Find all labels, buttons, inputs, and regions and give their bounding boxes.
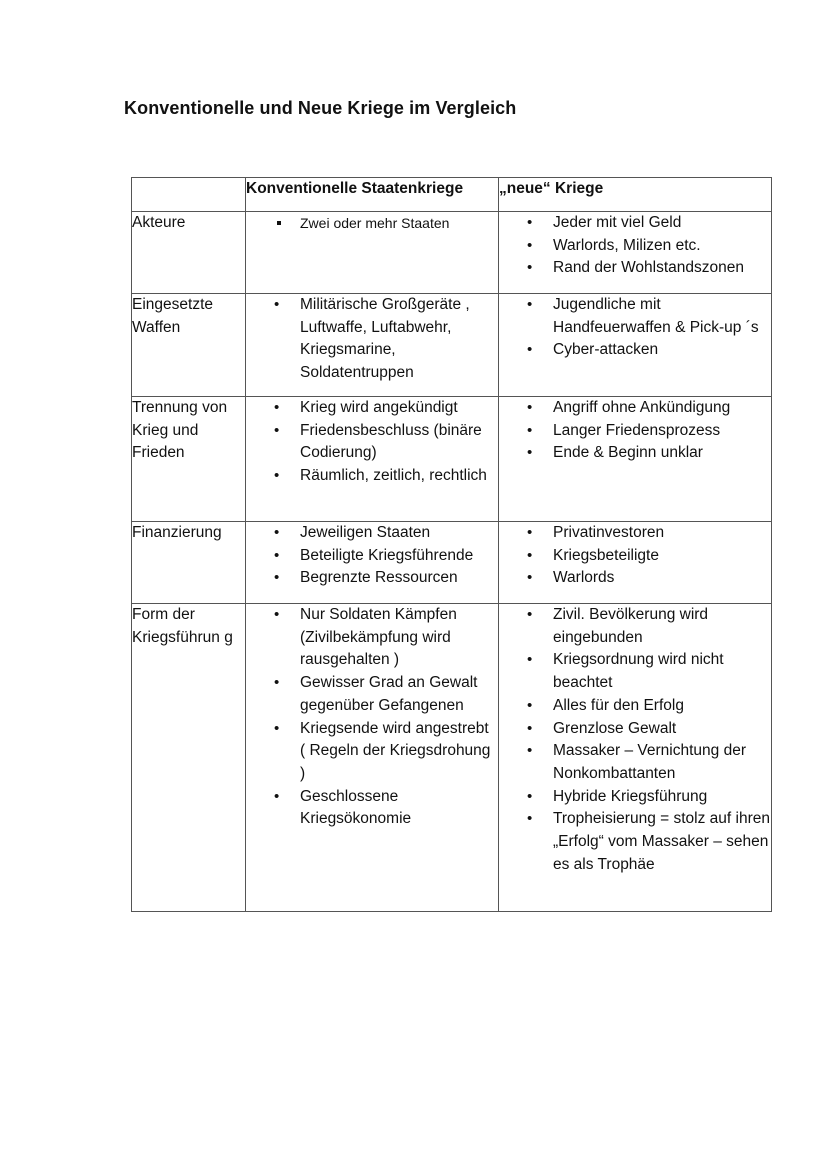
list-item: • Nur Soldaten Kämpfen (Zivilbekämpfung wird rausgehalten )	[246, 604, 498, 672]
row-label: Eingesetzte Waffen	[132, 294, 246, 397]
conventional-cell	[246, 397, 499, 522]
list-item: • Jugendliche mit Handfeuerwaffen & Pick-up ´s	[499, 294, 771, 339]
header-new-wars: „neue“ Kriege	[499, 178, 772, 212]
list-item: • Kriegsordnung wird nicht beachtet	[499, 649, 771, 694]
list-item: • Hybride Kriegsführung	[499, 786, 771, 809]
new-wars-cell	[499, 604, 772, 912]
list-item: • Beteiligte Kriegsführende	[246, 545, 498, 568]
list-item: • Angriff ohne Ankündigung	[499, 397, 771, 420]
new-wars-cell	[499, 294, 772, 397]
table-row-form-der-kriegsfuehrung	[132, 604, 772, 912]
list-item: • Begrenzte Ressourcen	[246, 567, 498, 590]
bullet-list	[246, 212, 498, 235]
table-row-finanzierung	[132, 522, 772, 604]
list-item: • Militärische Großgeräte , Luftwaffe, Luftabwehr, Kriegsmarine, Soldatentruppen	[246, 294, 498, 385]
row-label: Form der Kriegsführun g	[132, 604, 246, 912]
list-item: • Kriegsende wird angestrebt ( Regeln der Kriegsdrohung )	[246, 718, 498, 786]
document-title: Konventionelle und Neue Kriege im Vergleich	[124, 98, 517, 118]
list-item: • Kriegsbeteiligte	[499, 545, 771, 568]
new-wars-cell	[499, 397, 772, 522]
conventional-cell	[246, 604, 499, 912]
bullet-list	[499, 604, 771, 876]
bullet-list	[246, 294, 498, 385]
bullet-list	[499, 522, 771, 590]
list-item: • Gewisser Grad an Gewalt gegenüber Gefangenen	[246, 672, 498, 717]
list-item: • Friedensbeschluss (binäre Codierung)	[246, 420, 498, 465]
list-item: • Warlords, Milizen etc.	[499, 235, 771, 258]
list-item: • Rand der Wohlstandszonen	[499, 257, 771, 280]
list-item: • Räumlich, zeitlich, rechtlich	[246, 465, 498, 488]
new-wars-cell	[499, 212, 772, 294]
list-item: • Langer Friedensprozess	[499, 420, 771, 443]
table-row-trennung	[132, 397, 772, 522]
list-item: • Alles für den Erfolg	[499, 695, 771, 718]
comparison-table	[131, 177, 772, 912]
header-empty-cell	[132, 178, 246, 212]
bullet-list	[499, 397, 771, 465]
bullet-list	[246, 397, 498, 488]
bullet-list	[499, 294, 771, 362]
row-label: Akteure	[132, 212, 246, 294]
new-wars-cell	[499, 522, 772, 604]
conventional-cell	[246, 212, 499, 294]
list-item: • Krieg wird angekündigt	[246, 397, 498, 420]
list-item: • Ende & Beginn unklar	[499, 442, 771, 465]
list-item: • Cyber-attacken	[499, 339, 771, 362]
row-label: Trennung von Krieg und Frieden	[132, 397, 246, 522]
list-item: • Massaker – Vernichtung der Nonkombattanten	[499, 740, 771, 785]
list-item: • Grenzlose Gewalt	[499, 718, 771, 741]
list-item: • Tropheisierung = stolz auf ihren „Erfolg“ vom Massaker – sehen es als Trophäe	[499, 808, 771, 876]
list-item: • Jeweiligen Staaten	[246, 522, 498, 545]
bullet-list	[499, 212, 771, 280]
row-label: Finanzierung	[132, 522, 246, 604]
header-conventional-wars: Konventionelle Staatenkriege	[246, 178, 499, 212]
table-row-akteure	[132, 212, 772, 294]
table-header-row	[132, 178, 772, 212]
list-item: • Geschlossene Kriegsökonomie	[246, 786, 498, 831]
list-item: • Jeder mit viel Geld	[499, 212, 771, 235]
list-item: • Privatinvestoren	[499, 522, 771, 545]
bullet-list	[246, 604, 498, 831]
list-item: • Warlords	[499, 567, 771, 590]
conventional-cell	[246, 522, 499, 604]
list-item: • Zivil. Bevölkerung wird eingebunden	[499, 604, 771, 649]
list-item: Zwei oder mehr Staaten	[246, 212, 498, 235]
table-row-eingesetzte-waffen	[132, 294, 772, 397]
conventional-cell	[246, 294, 499, 397]
bullet-list	[246, 522, 498, 590]
